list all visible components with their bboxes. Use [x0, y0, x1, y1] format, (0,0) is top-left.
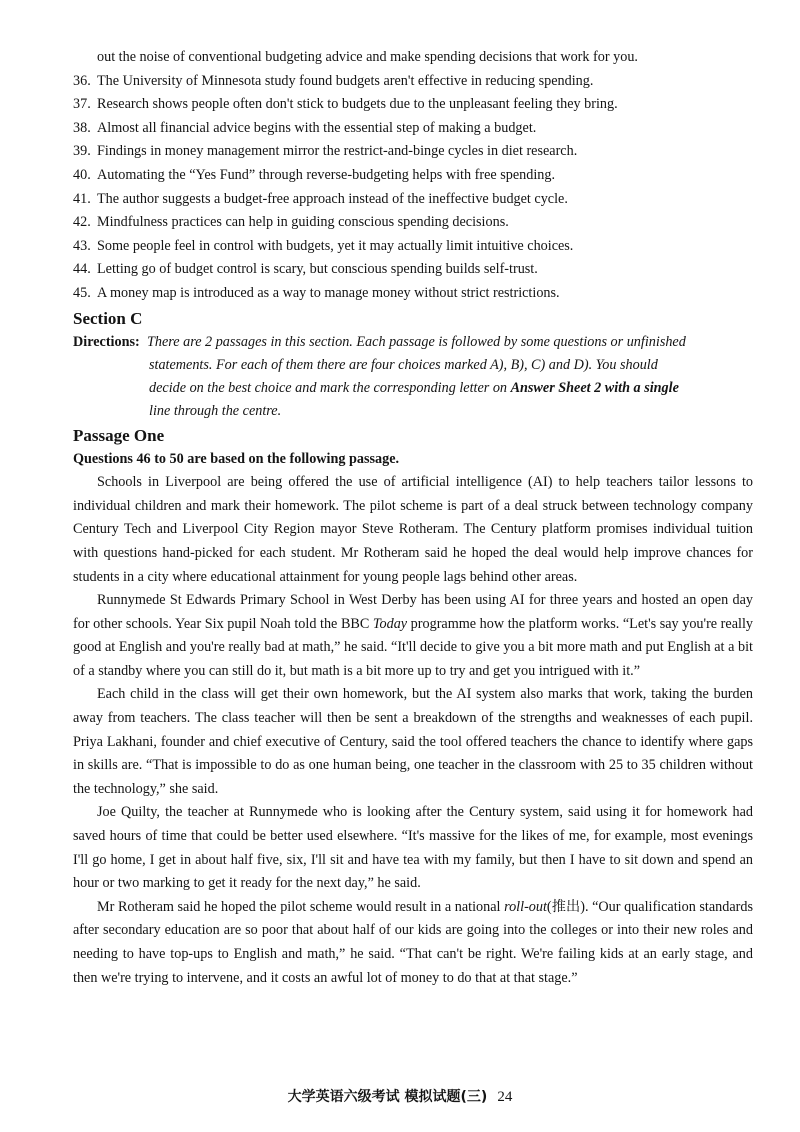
statement-text: The author suggests a budget-free approach instead of the ineffective budget cycle. — [97, 190, 568, 207]
directions-line — [147, 377, 753, 400]
directions-line: There are 2 passages in this section. Each passage is followed by some questions or unfinished — [147, 333, 686, 350]
statement-text: Research shows people often don't stick to budgets due to the unpleasant feeling they bring. — [97, 96, 618, 113]
statement-text: Some people feel in control with budgets, yet it may actually limit intuitive choices. — [97, 237, 574, 254]
statement-number: 45. — [73, 284, 91, 301]
paragraph-text: Mr Rotheram said he hoped the pilot scheme would result in a national — [97, 898, 505, 915]
statement-item — [73, 282, 753, 306]
vocab-term: roll-out — [504, 898, 547, 915]
paragraph-text: programme how the platform works. “Let's say you're really good at English and you're really bad at math,” he said. “It'll decide to give you a bit more math and put English at a bit of a standby where you can still do it, but math is a bit more up to try and get you intrigued with it.” — [73, 615, 753, 679]
section-title: Section C — [73, 308, 143, 328]
statement-text: Letting go of budget control is scary, but conscious spending builds self-trust. — [97, 261, 538, 278]
answer-sheet-emphasis: Answer Sheet 2 with a single — [510, 379, 679, 396]
statement-text: Findings in money management mirror the restrict-and-binge cycles in diet research. — [97, 143, 578, 160]
directions-block — [73, 331, 753, 423]
statement-number: 39. — [73, 143, 91, 160]
passage-paragraph — [73, 589, 753, 683]
statement-item — [73, 164, 753, 188]
footer-title: 大学英语六级考试 模拟试题(三) — [287, 1089, 488, 1105]
statement-text: A money map is introduced as a way to manage money without strict restrictions. — [97, 284, 560, 301]
passage-paragraph: Each child in the class will get their own homework, but the AI system also marks that work, taking the burden away from teachers. The class teacher will then be sent a breakdown of the strengths and weaknesses of each pupil. Priya Lakhani, founder and chief executive of Century, said the tool offered teachers the chance to identify where gaps in skills are. “That is impossible to do as one human being, one teacher in the classroom with 25 to 35 children without the technology,” she said. — [73, 686, 753, 797]
statement-text: Almost all financial advice begins with the essential step of making a budget. — [97, 119, 537, 136]
statement-list — [73, 70, 753, 306]
statement-item — [73, 93, 753, 117]
directions-line: statements. For each of them there are four choices marked A), B), C) and D). You should — [149, 356, 658, 373]
passage-paragraph: Schools in Liverpool are being offered the use of artificial intelligence (AI) to help teachers tailor lessons to individual children and mark their homework. The pilot scheme is part of a deal struck between technology company Century Tech and Liverpool City Region mayor Steve Rotheram. The Century platform promises individual tuition with questions hand-picked for each student. Mr Rotheram said he hoped the deal would help improve chances for students in a city where educational attainment for young people lags behind other areas. — [73, 474, 753, 585]
statement-number: 43. — [73, 237, 91, 254]
statement-number: 42. — [73, 214, 91, 231]
directions-label: Directions: — [73, 333, 140, 350]
passage-paragraph: Joe Quilty, the teacher at Runnymede who is looking after the Century system, said using it for homework had saved hours of time that could be better used elsewhere. “It's massive for the likes of me, for example, most evenings I'll go home, I get in about half five, six, I'll sit and have tea with my family, but then I have to sit down and spend an hour or two marking to get it ready for the next day,” he said. — [73, 804, 753, 892]
statement-number: 38. — [73, 119, 91, 136]
statement-text: The University of Minnesota study found budgets aren't effective in reducing spending. — [97, 72, 594, 89]
statement-number: 41. — [73, 190, 91, 207]
statement-item — [73, 258, 753, 282]
page-footer — [0, 1086, 800, 1106]
statement-number: 44. — [73, 261, 91, 278]
vocab-gloss: (推出) — [546, 898, 585, 915]
passage-title: Passage One — [73, 425, 165, 445]
directions-line: line through the centre. — [149, 402, 282, 419]
statement-number: 36. — [73, 72, 91, 89]
directions-line-part: decide on the best choice and mark the corresponding letter on — [149, 379, 511, 396]
paragraph-text: . “Our qualification standards after secondary education are so poor that about half of our kids are going into the colleges or into their new roles and needing to have top-ups to English and math,” he said. “That can't be right. We're failing kids at an early stage, and then we're trying to intervene, and it costs an awful lot of money to do that at that stage.” — [73, 898, 753, 986]
page-content — [73, 46, 753, 990]
passage-paragraph — [73, 896, 753, 990]
statement-item — [73, 235, 753, 259]
page-number: 24 — [497, 1089, 513, 1105]
statement-item — [73, 117, 753, 141]
lead-in-line: out the noise of conventional budgeting advice and make spending decisions that work for you. — [97, 49, 638, 65]
statement-item — [73, 140, 753, 164]
statement-text: Mindfulness practices can help in guiding conscious spending decisions. — [97, 214, 509, 231]
programme-name: Today — [372, 615, 408, 632]
directions-text — [147, 331, 753, 423]
statement-number: 40. — [73, 166, 91, 183]
paragraph-text: Runnymede St Edwards Primary School in West Derby has been using AI for three years and hosted an open day for other schools. Year Six pupil Noah told the BBC — [73, 592, 753, 632]
statement-number: 37. — [73, 96, 91, 113]
questions-note: Questions 46 to 50 are based on the following passage. — [73, 450, 400, 467]
statement-item — [73, 70, 753, 94]
statement-text: Automating the “Yes Fund” through reverse-budgeting helps with free spending. — [97, 166, 555, 183]
statement-item — [73, 211, 753, 235]
statement-item — [73, 188, 753, 212]
